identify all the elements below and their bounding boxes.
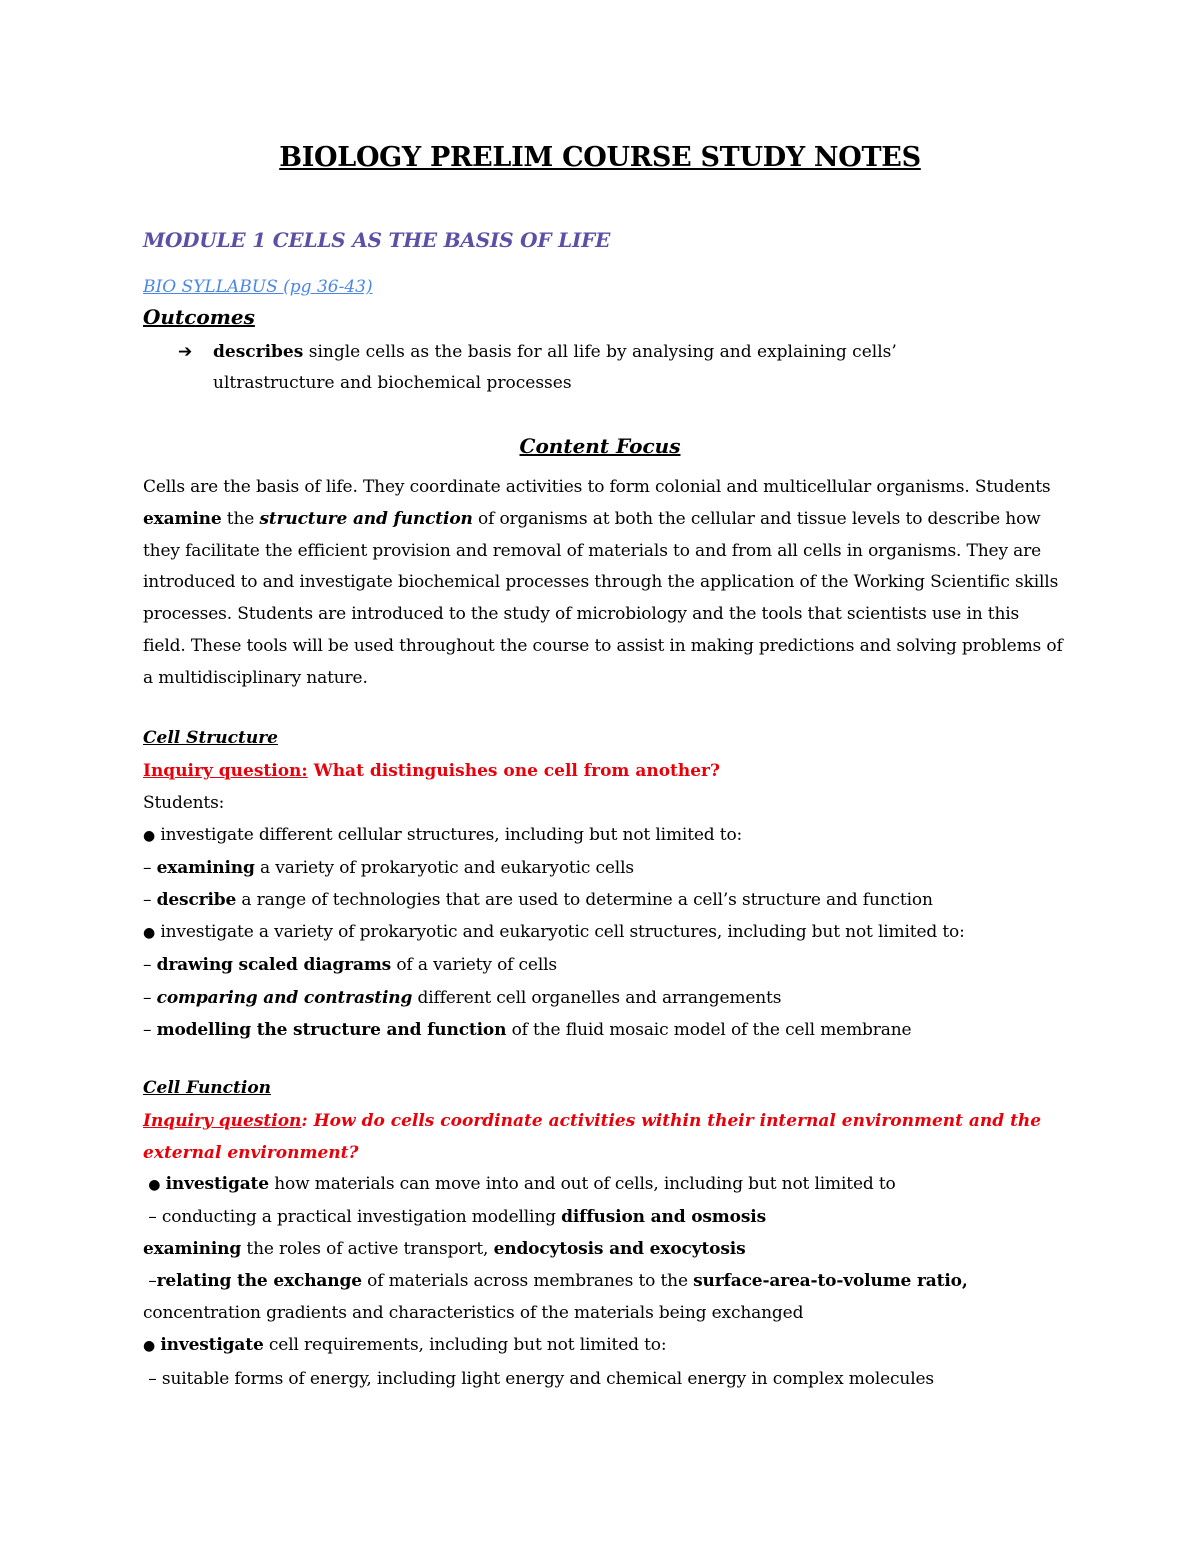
dash-icon: – [143,858,152,879]
dash-icon: – [148,1207,157,1228]
outcome-verb: describes [213,342,304,362]
dash-icon: – [148,1368,157,1389]
list-item: ● investigate cell requirements, including but not limited to: [143,1335,667,1356]
dash-icon: – [143,1019,152,1040]
list-item: – comparing and contrasting different cell organelles and arrangements [143,987,782,1008]
module-heading: MODULE 1 CELLS AS THE BASIS OF LIFE [143,228,611,252]
cell-function-inquiry [143,1106,1063,1169]
outcome-description: single cells as the basis for all life by analysing and explaining cells’ ultrastructure and biochemical processes [213,342,897,393]
outcome-item [178,337,1008,399]
bullet-icon: ● [148,1177,161,1193]
content-focus-paragraph [143,472,1063,695]
outcomes-heading: Outcomes [143,305,255,329]
document-title: BIOLOGY PRELIM COURSE STUDY NOTES [279,142,921,173]
list-item: examining the roles of active transport, endocytosis and exocytosis [143,1239,746,1260]
bullet-icon: ● [143,1338,156,1355]
content-focus-heading: Content Focus [519,434,681,458]
inquiry-question: What distinguishes one cell from another? [307,761,720,781]
dash-icon: – [148,1271,157,1292]
list-item: concentration gradients and characteristics of the materials being exchanged [143,1303,804,1324]
list-item: – drawing scaled diagrams of a variety of cells [143,955,557,976]
cf-examine: examine [143,508,222,529]
list-item: – suitable forms of energy, including light energy and chemical energy in complex molecules [148,1368,934,1389]
inquiry-label: Inquiry question: [143,761,308,781]
list-item: – describe a range of technologies that are used to determine a cell’s structure and function [143,890,933,911]
list-item: – examining a variety of prokaryotic and eukaryotic cells [143,858,634,879]
cell-function-list [143,1168,1063,1395]
list-item: –relating the exchange of materials across membranes to the surface-area-to-volume ratio, [148,1271,968,1292]
list-item: – modelling the structure and function of the fluid mosaic model of the cell membrane [143,1019,912,1040]
cell-structure-inquiry [143,756,720,788]
dash-icon: – [143,955,152,976]
cell-function-heading: Cell Function [143,1078,272,1098]
list-item: ● investigate how materials can move into and out of cells, including but not limited to [148,1174,896,1194]
bullet-icon: ● [143,828,156,845]
inquiry-question: : How do cells coordinate activities within their internal environment and the external environment? [143,1111,1042,1163]
dash-icon: – [143,890,152,911]
bullet-icon: ● [143,925,156,942]
cf-structure-function: structure and function [259,508,473,529]
dash-icon: – [143,987,152,1008]
syllabus-link[interactable]: BIO SYLLABUS (pg 36-43) [143,277,373,297]
outcome-text [178,337,1008,399]
cell-structure-list [143,787,1063,1046]
list-item: – conducting a practical investigation modelling diffusion and osmosis [148,1207,766,1228]
cf-text-3: of organisms at both the cellular and tissue levels to describe how they facilitate the efficient provision and removal of materials to and from all cells in organisms. They are introduced to and investigate biochemical processes through the application of the Working Scientific skills processes. Students are introduced to the study of microbiology and the tools that scientists use in this field. These tools will be used throughout the course to assist in making predictions and solving problems of a multidisciplinary nature. [143,508,1063,688]
list-item: ● investigate a variety of prokaryotic and eukaryotic cell structures, including but not limited to: [143,922,965,943]
students-label: Students: [143,793,225,813]
cell-structure-heading: Cell Structure [143,728,278,748]
cf-text-2: the [221,508,260,529]
arrow-icon: ➔ [178,342,193,362]
inquiry-label: Inquiry question [143,1111,302,1131]
cf-text-1: Cells are the basis of life. They coordinate activities to form colonial and multicellular organisms. Students [143,477,1051,497]
list-item: ● investigate different cellular structures, including but not limited to: [143,825,743,846]
